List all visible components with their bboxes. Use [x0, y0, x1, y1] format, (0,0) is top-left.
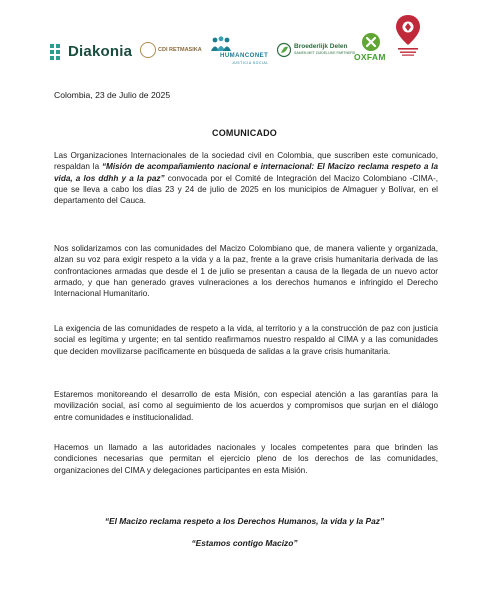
document-date: Colombia, 23 de Julio de 2025	[54, 90, 171, 100]
diakonia-mark-icon	[50, 44, 66, 60]
paragraph-1-rest: convocada por el Comité de Integración del Macizo Colombiano -CIMA-, que se lleva a cabo los días 23 y 24 de julio de 2025 en los municipios de Almaguer y Bolívar, en el departamento del Cauca.	[54, 173, 438, 206]
logo-bar	[0, 0, 489, 80]
paragraph-1-intro: Las Organizaciones Internacionales de la sociedad civil en Colombia, que suscriben este comunicado, respaldan la	[54, 151, 438, 172]
paragraph-1	[54, 150, 438, 206]
paragraph-5: Hacemos un llamado a las autoridades nacionales y locales competentes para que brinden las condiciones necesarias que permitan el ejercicio pleno de los derechos de las comunidades, organizaciones del CIMA y delegaciones participantes en esta Misión.	[54, 443, 438, 475]
cdi-ring-icon	[140, 42, 156, 58]
oxfam-logo	[354, 33, 390, 65]
paragraph-2: Nos solidarizamos con las comunidades del Macizo Colombiano que, de manera valiente y organizada, alzan su voz para exigir respeto a la vida y a la paz, frente a la grave crisis humanitaria derivada de las confrontaciones armadas que desde el 1 de julio se presentan a causa de la llegada de un nuevo actor armado, y que han generado graves vulneraciones a los derechos humanos e infringido el Derecho Internacional Humanitario.	[54, 244, 438, 299]
map-pin-logo-icon	[393, 13, 423, 59]
closing-slogan: “El Macizo reclama respeto a los Derechos Humanos, la vida y la Paz”	[104, 516, 385, 526]
paragraph-4: Estaremos monitoreando el desarrollo de esta Misión, con especial atención a las garantías para la movilización social, así como al seguimiento de los acuerdos y compromisos que surjan en el diálogo entre comunidades e institucionalidad.	[54, 390, 438, 422]
people-figures-icon	[210, 36, 232, 52]
paragraph-3: La exigencia de las comunidades de respeto a la vida, al territorio y a la construcción de paz con justicia social es legítima y urgente; en tal sentido reafirmamos nuestro respaldo al CIMA y a las comunidades que deciden movilizarse pacíficamente en búsqueda de salidas a la grave crisis humanitaria.	[54, 324, 438, 356]
diakonia-logo-text: Diakonia	[68, 43, 133, 60]
humanconet-logo-text: HUMANCONET	[220, 53, 269, 59]
humanconet-logo-subtext: JUSTICIA SOCIAL	[232, 61, 269, 65]
leaf-icon	[277, 42, 292, 58]
document-heading: COMUNICADO	[212, 128, 277, 138]
oxfam-logo-text: OXFAM	[354, 52, 386, 62]
broederlijk-delen-logo	[277, 40, 359, 62]
humanconet-logo	[206, 36, 270, 66]
closing-motto: “Estamos contigo Macizo”	[191, 538, 298, 548]
oxfam-disc-icon	[362, 33, 380, 51]
broederlijk-logo-text: Broederlijk Delen	[294, 43, 348, 50]
mission-title: “Misión de acompañamiento nacional e internacional: El Macizo reclama respeto a la vida, a los ddhh y a la paz”	[54, 162, 439, 183]
cdi-logo-text: CDI RETMASIKA	[158, 47, 202, 53]
broederlijk-logo-subtext: SAMEN MET ZUIDELIJKE PARTNERS	[294, 51, 356, 55]
cdi-logo	[138, 42, 202, 60]
diakonia-logo	[50, 43, 132, 60]
